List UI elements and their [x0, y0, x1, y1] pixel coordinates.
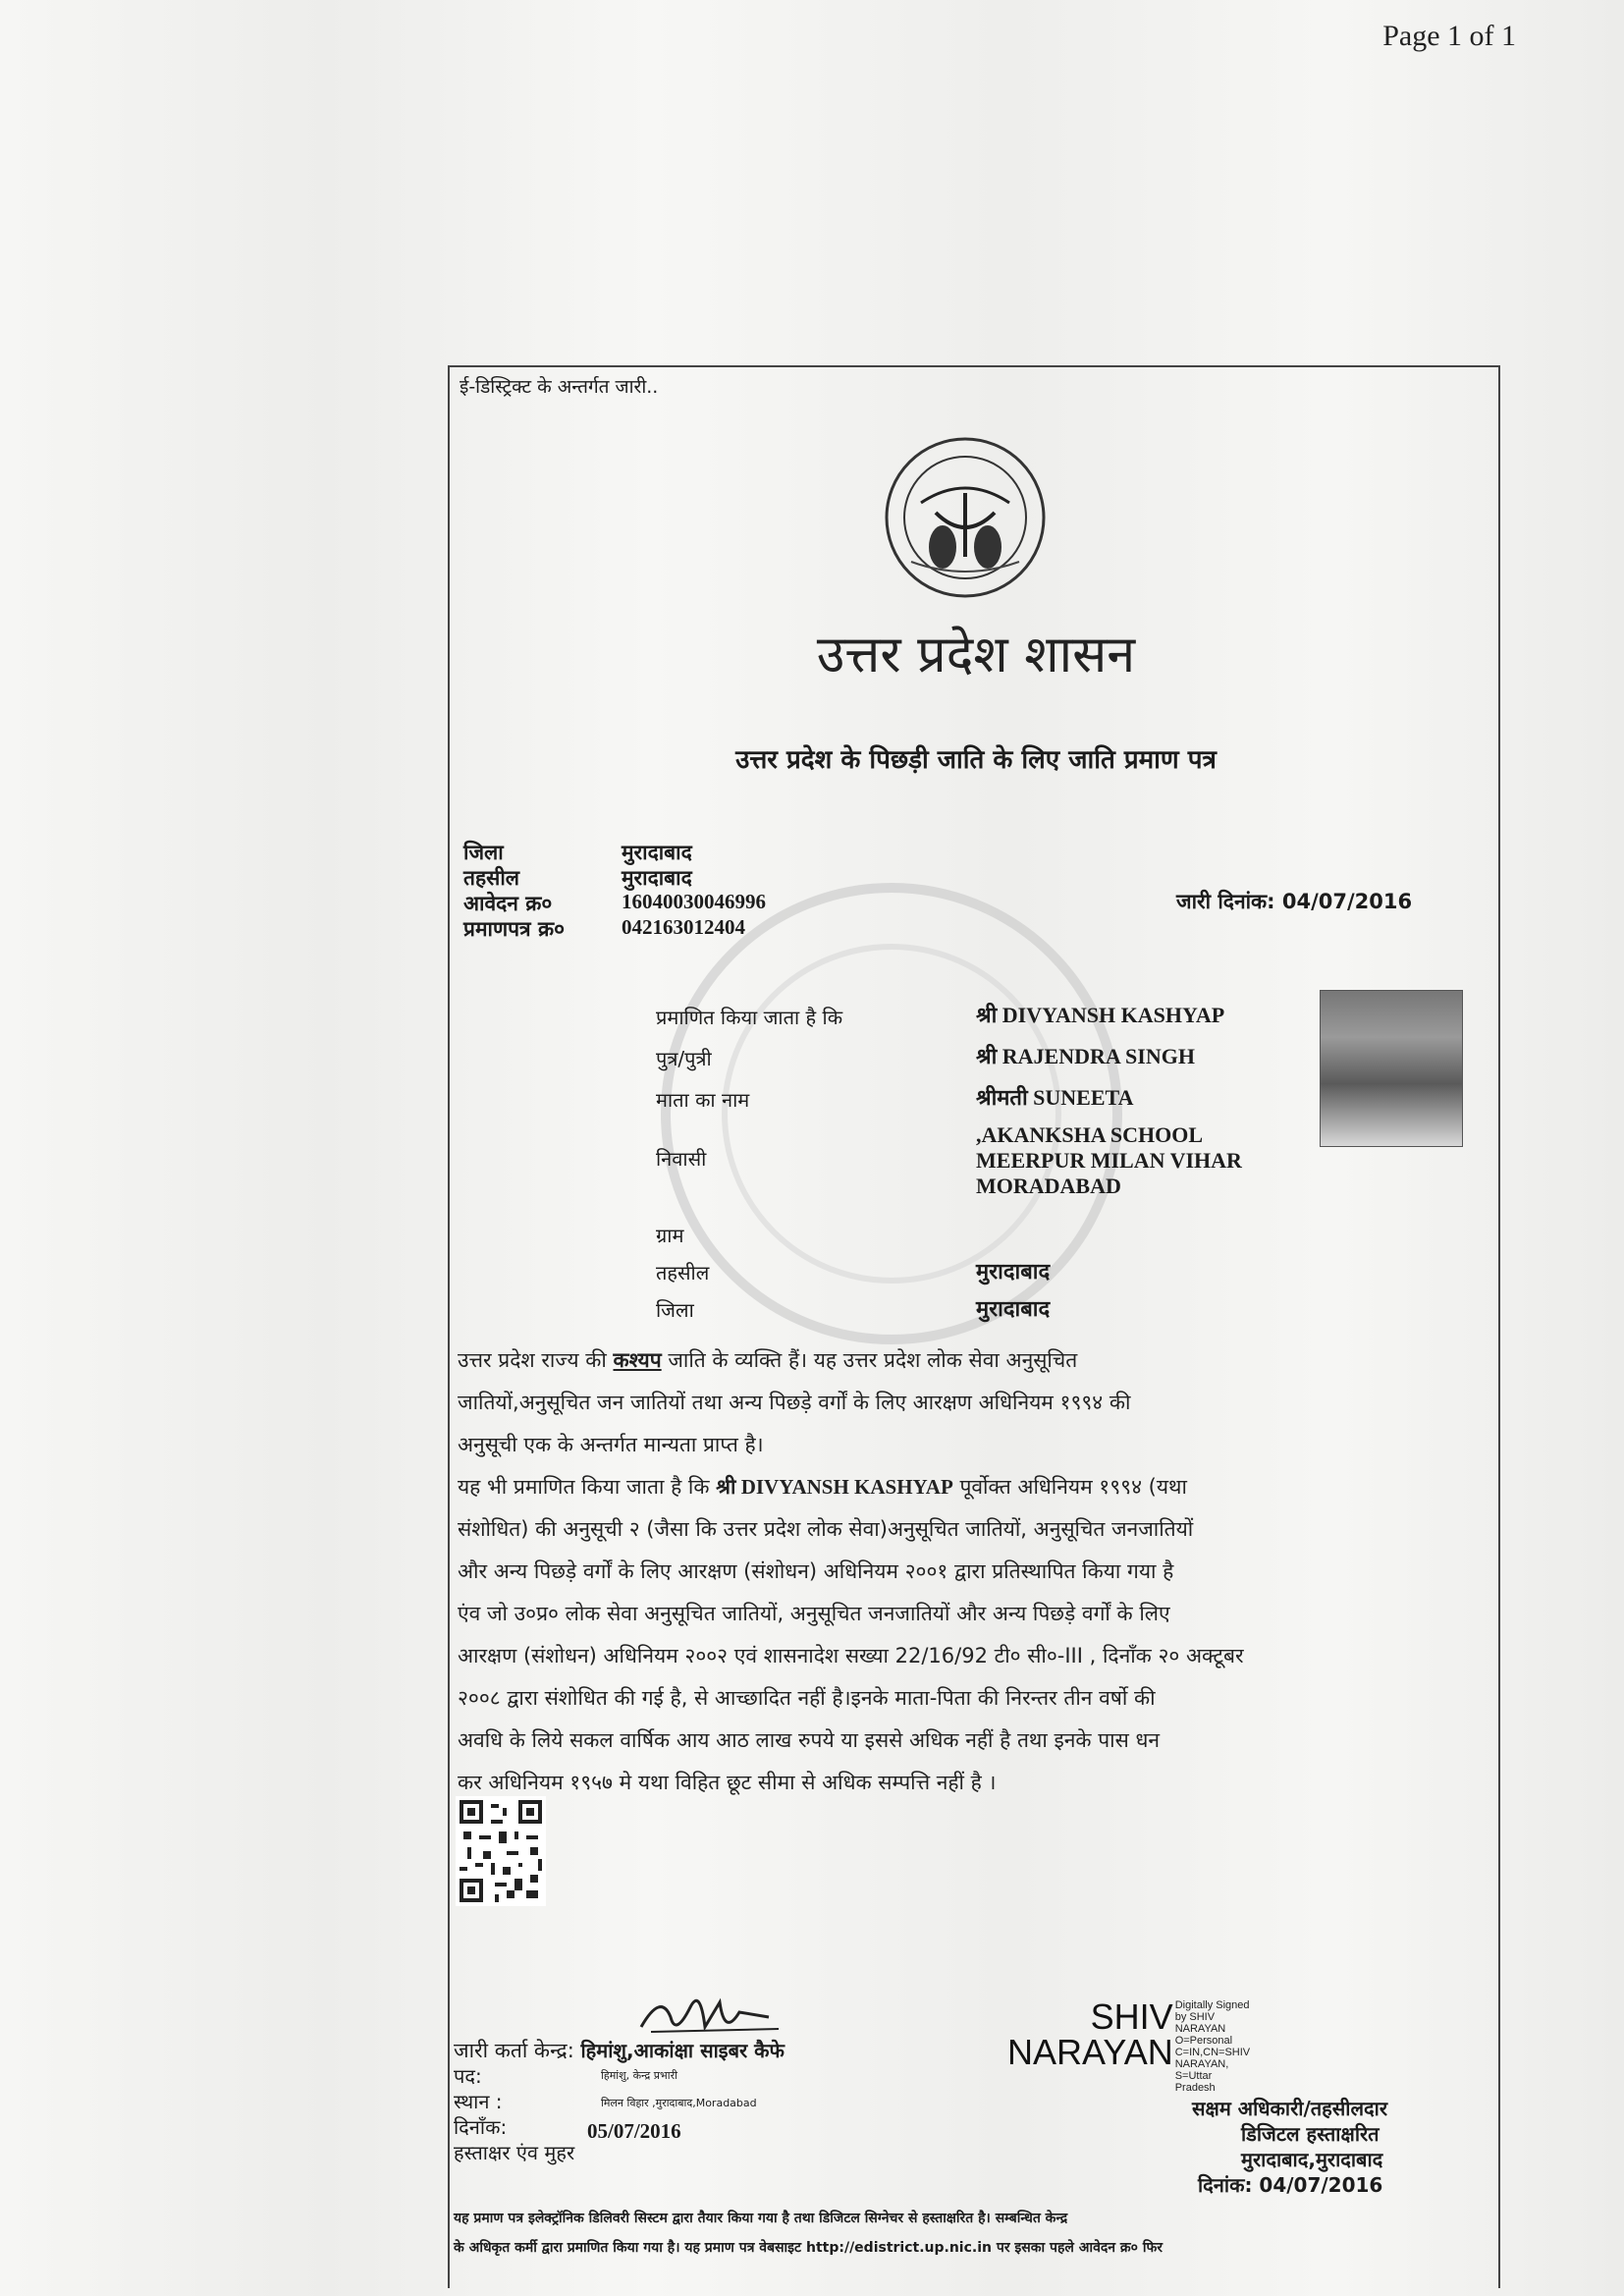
- p2-line-8: कर अधिनियम १९५७ मे यथा विहित छूट सीमा से अधिक सम्पत्ति नहीं है ।: [458, 1771, 997, 1794]
- mother-name: श्रीमती SUNEETA: [976, 1085, 1134, 1110]
- p2-line-7: अवधि के लिये सकल वार्षिक आय आठ लाख रुपये या इससे अधिक नहीं है तथा इनके पास धन: [458, 1728, 1161, 1752]
- sig-detail: NARAYAN,: [1174, 2058, 1229, 2070]
- issuing-center-value: हिमांशु,आकांक्षा साइबर कैफे: [580, 2039, 785, 2062]
- signature-seal-label: हस्ताक्षर एंव मुहर: [454, 2141, 575, 2164]
- tehsil-row-label: तहसील: [656, 1261, 710, 1285]
- tehsil-label: तहसील: [463, 866, 519, 890]
- sig-detail: Pradesh: [1174, 2082, 1216, 2094]
- child-of-label: पुत्र/पुत्री: [656, 1047, 712, 1070]
- issue-date: जारी दिनांक: 04/07/2016: [1176, 890, 1413, 913]
- p2-line-4: एंव जो उ०प्र० लोक सेवा अनुसूचित जातियों, अनुसूचित जनजातियों और अन्य पिछड़े वर्गों के लिए: [458, 1602, 1170, 1625]
- officer-block: [1192, 2096, 1387, 2198]
- place-label: स्थान :: [454, 2090, 503, 2113]
- up-government-emblem-icon: [882, 434, 1049, 601]
- issuer-date-value: 05/07/2016: [587, 2119, 681, 2143]
- district-row-label: जिला: [656, 1298, 694, 1322]
- officer-location: मुरादाबाद,मुरादाबाद: [1241, 2148, 1383, 2171]
- applicant-photo: [1320, 990, 1463, 1147]
- government-title: उत्तर प्रदेश शासन: [816, 626, 1136, 684]
- p2-holder-name: श्री DIVYANSH KASHYAP: [716, 1475, 953, 1499]
- certify-label: प्रमाणित किया जाता है कि: [656, 1006, 843, 1029]
- page-number: Page 1 of 1: [1382, 20, 1516, 52]
- p2-line-2: संशोधित) की अनुसूची २ (जैसा कि उत्तर प्रदेश लोक सेवा)अनुसूचित जातियों, अनुसूचित जनजातियों: [458, 1517, 1194, 1541]
- sig-detail: NARAYAN: [1174, 2023, 1226, 2035]
- address-line-3: MORADABAD: [976, 1174, 1121, 1198]
- district-row-value: मुरादाबाद: [976, 1297, 1051, 1322]
- certificate-number-value: 042163012404: [622, 915, 745, 939]
- tehsil-row-value: मुरादाबाद: [976, 1260, 1051, 1285]
- issuing-center: [454, 2037, 785, 2064]
- address-line-2: MEERPUR MILAN VIHAR: [976, 1148, 1242, 1173]
- signer-last-name: NARAYAN: [1007, 2032, 1173, 2072]
- issuing-center-label: जारी कर्ता केन्द्र:: [454, 2039, 574, 2062]
- p1-line-2: जातियों,अनुसूचित जन जातियों तथा अन्य पिछड़े वर्गों के लिए आरक्षण अधिनियम १९९४ की: [458, 1391, 1131, 1414]
- mother-label: माता का नाम: [656, 1088, 750, 1112]
- p1-line-3: अनुसूची एक के अन्तर्गत मान्यता प्राप्त है।: [458, 1433, 764, 1456]
- caste-paragraph: [458, 1339, 1489, 1804]
- signer-first-name: SHIV: [1090, 1996, 1173, 2037]
- digital-signature-block: [1007, 1996, 1251, 2094]
- officer-date: दिनांक: 04/07/2016: [1198, 2173, 1383, 2197]
- certificate-document: [448, 365, 1500, 2288]
- sig-detail: Digitally Signed: [1174, 1999, 1250, 2011]
- sig-detail: by SHIV: [1174, 2011, 1216, 2023]
- district-label: जिला: [463, 841, 504, 864]
- resident-label: निवासी: [656, 1147, 707, 1171]
- qr-code-icon: [456, 1796, 546, 1906]
- sig-detail: C=IN,CN=SHIV: [1174, 2047, 1251, 2058]
- post-label: पद:: [454, 2064, 482, 2088]
- address-line-1: ,AKANKSHA SCHOOL: [976, 1122, 1204, 1147]
- application-number-value: 16040030046996: [622, 890, 766, 913]
- footnote-line-2: के अधिकृत कर्मी द्वारा प्रमाणित किया गया है। यह प्रमाण पत्र वेबसाइट http://edistrict.up.nic.in पर इसका पहले आवेदन क्र० फिर: [454, 2240, 1163, 2256]
- p1-text-a: उत्तर प्रदेश राज्य की: [458, 1348, 614, 1372]
- tehsil-value: मुरादाबाद: [622, 866, 692, 890]
- p2-line-3: और अन्य पिछड़े वर्गों के लिए आरक्षण (संशोधन) अधिनियम २००१ द्वारा प्रतिस्थापित किया गया है: [458, 1559, 1174, 1583]
- sig-detail: O=Personal: [1174, 2035, 1233, 2047]
- officer-designation: सक्षम अधिकारी/तहसीलदार: [1192, 2097, 1388, 2120]
- place-value: मिलन विहार ,मुरादाबाद,Moradabad: [601, 2097, 757, 2109]
- holder-name: श्री DIVYANSH KASHYAP: [976, 1003, 1225, 1027]
- issuer-date-label: दिनाँक:: [454, 2115, 508, 2139]
- district-value: मुरादाबाद: [622, 841, 692, 864]
- certificate-number-label: प्रमाणपत्र क्र०: [463, 917, 566, 941]
- certificate-subtitle: उत्तर प्रदेश के पिछड़ी जाति के लिए जाति प्रमाण पत्र: [735, 745, 1217, 775]
- footnote-line-1: यह प्रमाण पत्र इलेक्ट्रॉनिक डिलिवरी सिस्टम द्वारा तैयार किया गया है तथा डिजिटल सिग्नेचर से हस्ताक्षरित है। सम्बन्धित केन्द्र: [454, 2211, 1068, 2226]
- sig-detail: S=Uttar: [1174, 2070, 1213, 2082]
- p2-text-b: पूर्वोक्त अधिनियम १९९४ (यथा: [952, 1475, 1187, 1499]
- p2-line-5: आरक्षण (संशोधन) अधिनियम २००२ एवं शासनादेश सख्या 22/16/92 टी० सी०-III , दिनाँक २० अक्टूबर: [458, 1644, 1244, 1667]
- officer-digital-signed: डिजिटल हस्ताक्षरित: [1241, 2122, 1380, 2146]
- post-value: हिमांशु, केन्द्र प्रभारी: [601, 2069, 677, 2082]
- p2-line-6: २००८ द्वारा संशोधित की गई है, से आच्छादित नहीं है।इनके माता-पिता की निरन्तर तीन वर्षो की: [458, 1686, 1156, 1710]
- caste-name: कश्यप: [613, 1348, 662, 1372]
- p2-text-a: यह भी प्रमाणित किया जाता है कि: [458, 1475, 717, 1499]
- header-note: ई-डिस्ट्रिक्ट के अन्तर्गत जारी..: [460, 376, 659, 398]
- p1-text-b: जाति के व्यक्ति हैं। यह उत्तर प्रदेश लोक सेवा अनुसूचित: [661, 1348, 1078, 1372]
- application-number-label: आवेदन क्र०: [463, 892, 553, 915]
- father-name: श्री RAJENDRA SINGH: [976, 1044, 1195, 1068]
- village-label: ग्राम: [656, 1224, 684, 1247]
